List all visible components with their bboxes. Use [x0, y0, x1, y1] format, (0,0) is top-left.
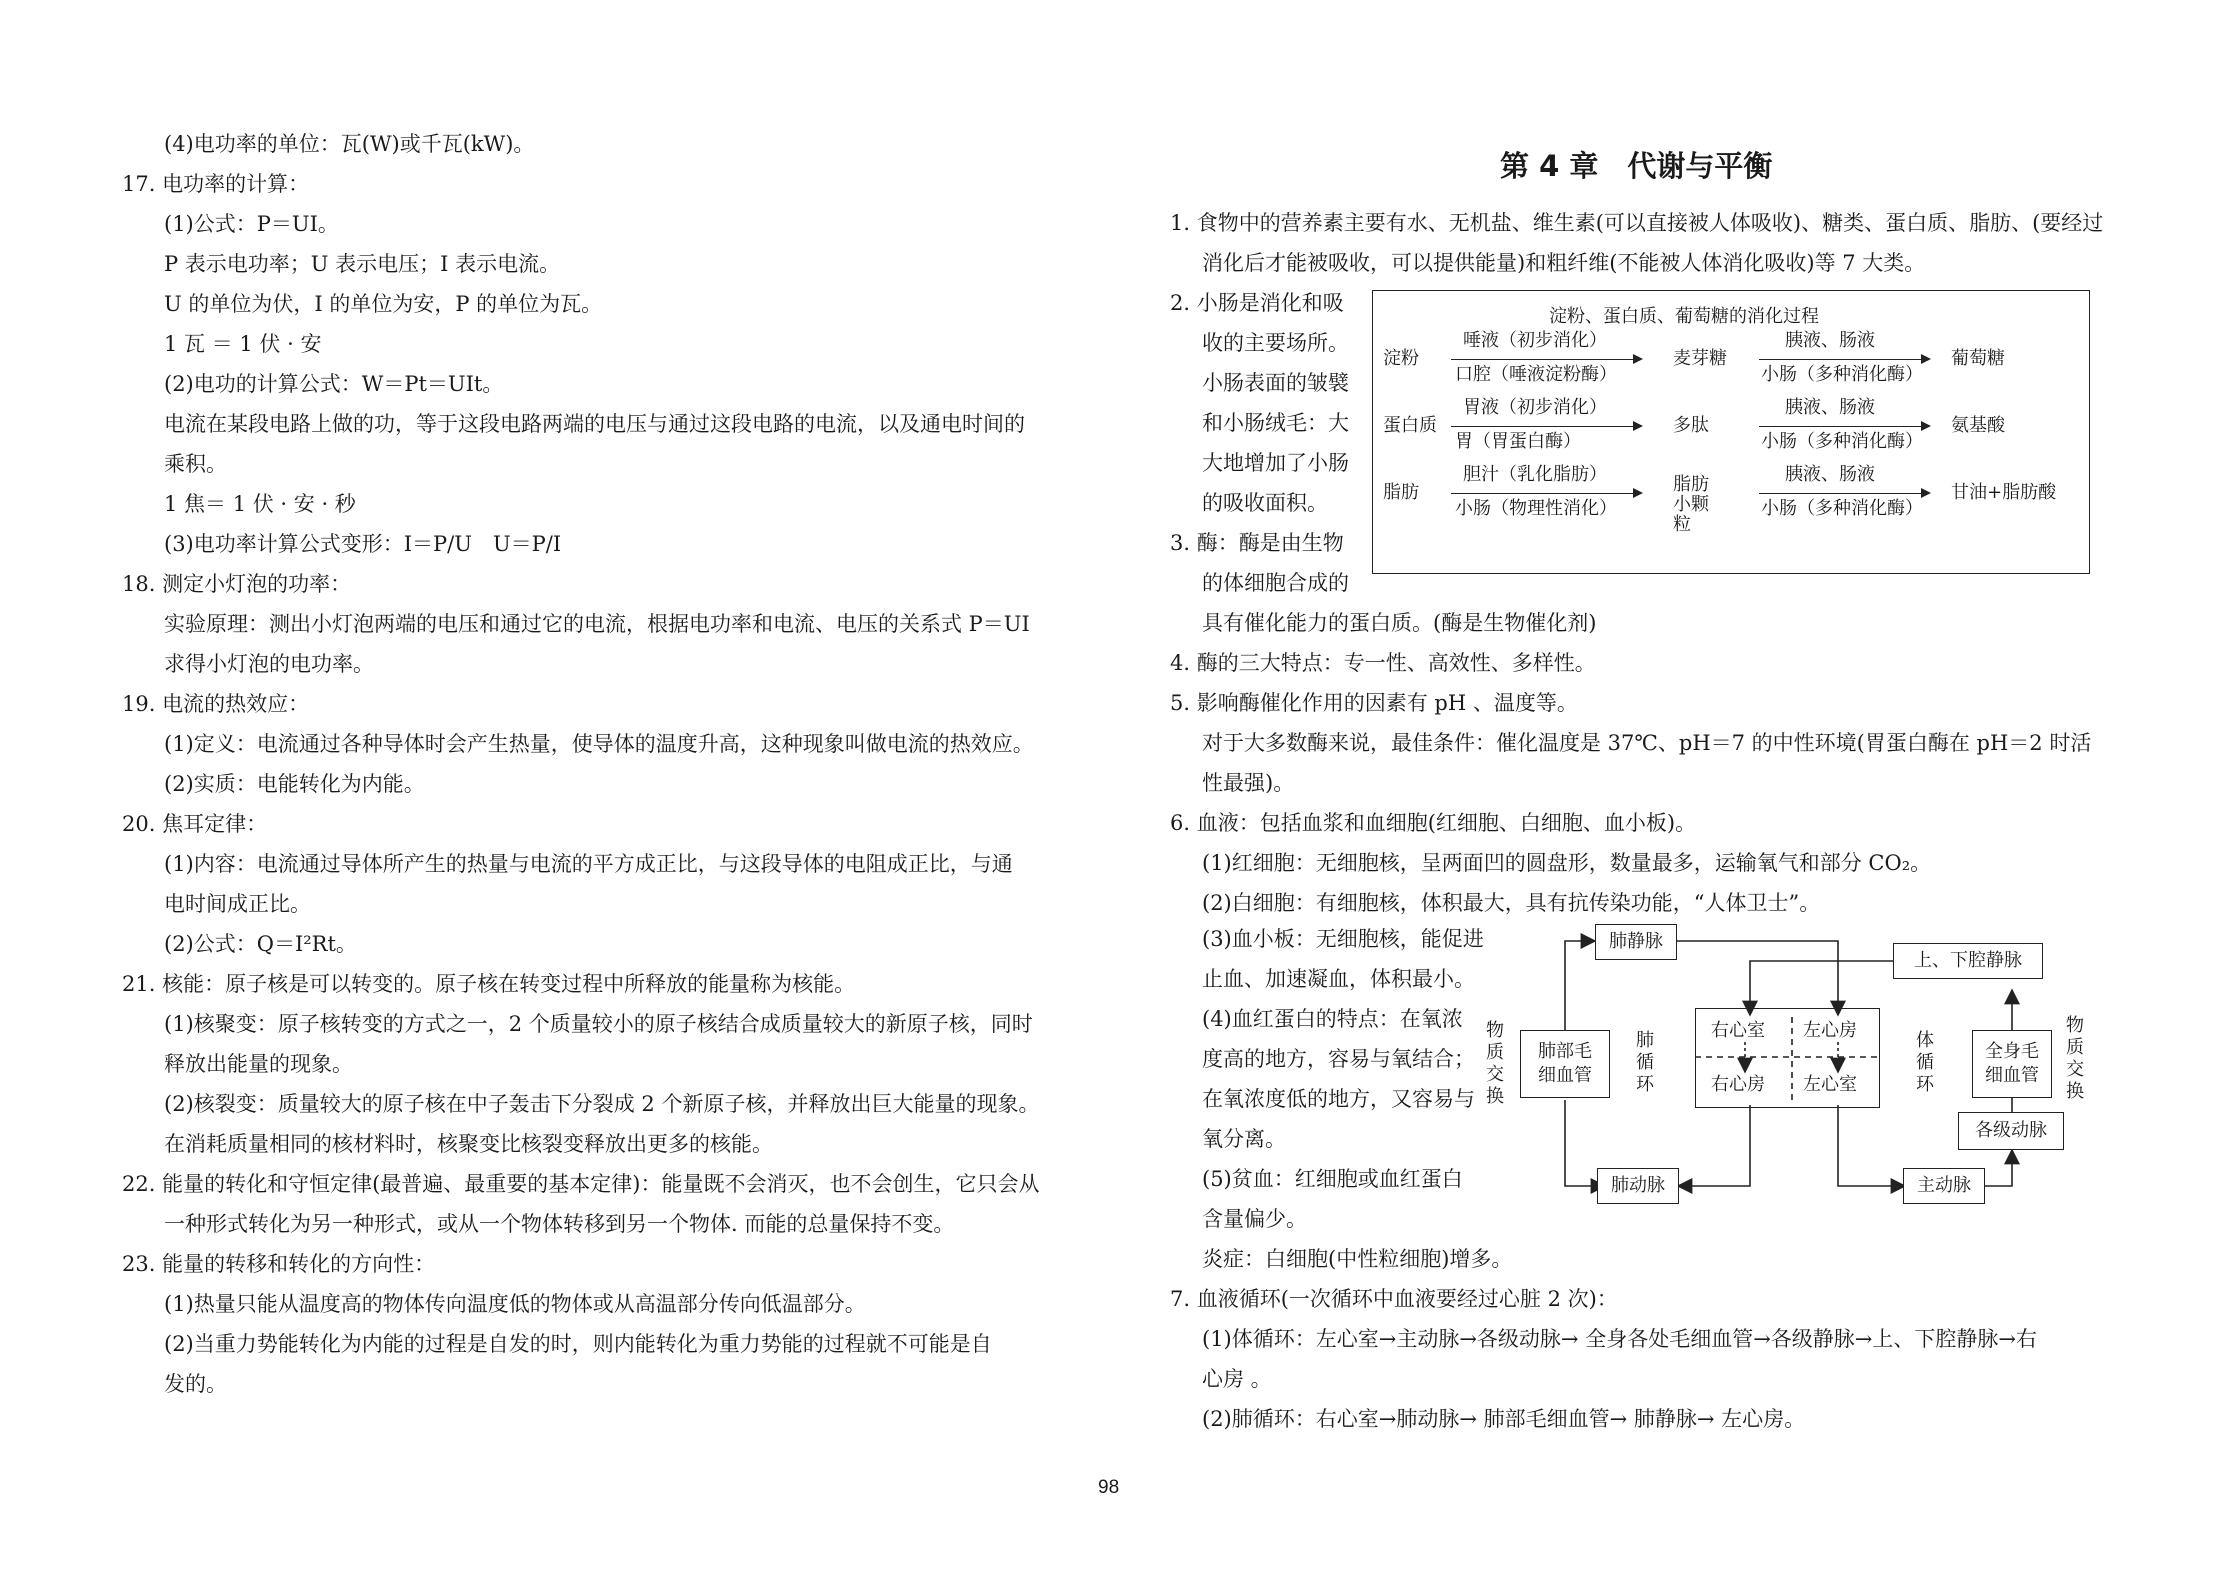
digestion-arrow2-bottom: 小肠（多种消化酶）: [1761, 364, 1923, 385]
right-text-line: 小肠表面的皱襞: [1202, 371, 1349, 395]
digestion-start: 蛋白质: [1383, 415, 1437, 436]
digestion-start: 淀粉: [1383, 348, 1419, 369]
left-text-line: (2)当重力势能转化为内能的过程是自发的时，则内能转化为重力势能的过程就不可能是自: [164, 1332, 992, 1356]
digestion-end: 葡萄糖: [1951, 348, 2005, 369]
right-text-line: 心房 。: [1202, 1367, 1272, 1391]
vena-cava-box: 上、下腔静脉: [1893, 943, 2043, 979]
digestion-arrow2-top: 胰液、肠液: [1785, 330, 1875, 351]
right-text-line: 收的主要场所。: [1202, 331, 1349, 355]
digestion-arrow1-bottom: 口腔（唾液淀粉酶）: [1455, 364, 1617, 385]
left-text-line: (1)内容：电流通过导体所产生的热量与电流的平方成正比，与这段导体的电阻成正比，与通: [164, 852, 1013, 876]
left-text-line: (1)定义：电流通过各种导体时会产生热量，使导体的温度升高，这种现象叫做电流的热效应。: [164, 732, 1034, 756]
digestion-arrow2-top: 胰液、肠液: [1785, 397, 1875, 418]
left-text-line: 17. 电功率的计算：: [122, 172, 310, 196]
left-text-line: P 表示电功率；U 表示电压；I 表示电流。: [164, 252, 561, 276]
left-text-line: 1 焦＝ 1 伏 · 安 · 秒: [164, 492, 356, 516]
pulmonary-circulation-label: 肺循环: [1636, 1030, 1654, 1095]
left-text-line: 21. 核能：原子核是可以转变的。原子核在转变过程中所释放的能量称为核能。: [122, 972, 856, 996]
left-text-line: 1 瓦 ＝ 1 伏 · 安: [164, 332, 322, 356]
left-text-line: 求得小灯泡的电功率。: [164, 652, 374, 676]
right-text-line: 6. 血液：包括血浆和血细胞(红细胞、白细胞、血小板)。: [1170, 811, 1697, 835]
left-text-line: 22. 能量的转化和守恒定律(最普遍、最重要的基本定律)：能量既不会消灭，也不会创生，它只会从: [122, 1172, 1040, 1196]
digestion-mid: 脂肪小颗粒: [1673, 474, 1709, 535]
body-capillary-box: 全身毛细血管: [1972, 1030, 2052, 1098]
chapter-title: 第 4 章 代谢与平衡: [1500, 149, 1773, 183]
arteries-box: 各级动脉: [1958, 1112, 2064, 1150]
digestion-title: 淀粉、蛋白质、葡萄糖的消化过程: [1549, 306, 1819, 327]
digestion-arrow1-bottom: 胃（胃蛋白酶）: [1455, 431, 1581, 452]
left-text-line: (2)实质：电能转化为内能。: [164, 772, 425, 796]
left-text-line: (1)核聚变：原子核转变的方式之一，2 个质量较小的原子核结合成质量较大的新原子核，同时: [164, 1012, 1033, 1036]
digestion-arrow2-top: 胰液、肠液: [1785, 464, 1875, 485]
left-text-line: U 的单位为伏，I 的单位为安，P 的单位为瓦。: [164, 292, 603, 316]
right-atrium-label: 右心房: [1711, 1074, 1765, 1095]
left-text-line: (4)电功率的单位：瓦(W)或千瓦(kW)。: [164, 132, 535, 156]
right-text-line: (1)体循环：左心室→主动脉→各级动脉→ 全身各处毛细血管→各级静脉→上、下腔静脉→右: [1202, 1327, 2037, 1351]
left-text-line: 在消耗质量相同的核材料时，核聚变比核裂变释放出更多的核能。: [164, 1132, 773, 1156]
left-text-line: (2)公式：Q＝I²Rt。: [164, 932, 357, 956]
left-text-line: 发的。: [164, 1372, 227, 1396]
left-ventricle-label: 左心室: [1803, 1074, 1857, 1095]
digestion-arrow1-top: 唾液（初步消化）: [1463, 330, 1607, 351]
left-atrium-label: 左心房: [1803, 1020, 1857, 1041]
left-text-line: 释放出能量的现象。: [164, 1052, 353, 1076]
left-text-line: (1)热量只能从温度高的物体传向温度低的物体或从高温部分传向低温部分。: [164, 1292, 866, 1316]
left-text-line: 电时间成正比。: [164, 892, 311, 916]
right-text-line: 大地增加了小肠: [1202, 451, 1349, 475]
right-text-line: 和小肠绒毛：大: [1202, 411, 1349, 435]
left-text-line: 乘积。: [164, 452, 227, 476]
right-text-line: 消化后才能被吸收，可以提供能量)和粗纤维(不能被人体消化吸收)等 7 大类。: [1202, 251, 1926, 275]
systemic-circulation-label: 体循环: [1916, 1030, 1934, 1095]
left-text-line: (3)电功率计算公式变形：I＝P/U U＝P/I: [164, 532, 562, 556]
right-text-line: 具有催化能力的蛋白质。(酶是生物催化剂): [1202, 611, 1597, 635]
right-text-line: 氧分离。: [1202, 1127, 1286, 1151]
page-number: 98: [1098, 1477, 1120, 1498]
right-text-line: 性最强)。: [1202, 771, 1295, 795]
pulmonary-vein-box: 肺静脉: [1595, 924, 1677, 960]
right-text-line: 含量偏少。: [1202, 1207, 1307, 1231]
right-text-line: 在氧浓度低的地方，又容易与: [1202, 1087, 1475, 1111]
digestion-mid: 多肽: [1673, 415, 1709, 436]
exchange-left-label: 物质交换: [1486, 1020, 1504, 1107]
aorta-box: 主动脉: [1903, 1168, 1985, 1204]
left-text-line: 20. 焦耳定律：: [122, 812, 268, 836]
digestion-arrow1-top: 胃液（初步消化）: [1463, 397, 1607, 418]
exchange-right-label: 物质交换: [2066, 1015, 2084, 1102]
right-text-line: 7. 血液循环(一次循环中血液要经过心脏 2 次)：: [1170, 1287, 1618, 1311]
right-text-line: 度高的地方，容易与氧结合；: [1202, 1047, 1475, 1071]
right-text-line: 炎症：白细胞(中性粒细胞)增多。: [1202, 1247, 1513, 1271]
left-text-line: 电流在某段电路上做的功，等于这段电路两端的电压与通过这段电路的电流，以及通电时间的: [164, 412, 1025, 436]
right-text-line: (2)肺循环：右心室→肺动脉→ 肺部毛细血管→ 肺静脉→ 左心房。: [1202, 1407, 1806, 1431]
right-text-line: (4)血红蛋白的特点：在氧浓: [1202, 1007, 1463, 1031]
right-ventricle-label: 右心室: [1711, 1020, 1765, 1041]
digestion-end: 甘油+脂肪酸: [1951, 482, 2057, 503]
left-text-line: (2)电功的计算公式：W＝Pt＝UIt。: [164, 372, 504, 396]
right-text-line: (2)白细胞：有细胞核，体积最大，具有抗传染功能，“人体卫士”。: [1202, 891, 1821, 915]
right-text-line: (3)血小板：无细胞核，能促进: [1202, 927, 1484, 951]
right-text-line: (5)贫血：红细胞或血红蛋白: [1202, 1167, 1463, 1191]
right-text-line: 3. 酶：酶是由生物: [1170, 531, 1344, 555]
left-text-line: 18. 测定小灯泡的功率：: [122, 572, 352, 596]
digestion-arrow2-bottom: 小肠（多种消化酶）: [1761, 431, 1923, 452]
right-text-line: 止血、加速凝血，体积最小。: [1202, 967, 1475, 991]
digestion-start: 脂肪: [1383, 482, 1419, 503]
left-text-line: (2)核裂变：质量较大的原子核在中子轰击下分裂成 2 个新原子核，并释放出巨大能量的现象。: [164, 1092, 1040, 1116]
right-text-line: 4. 酶的三大特点：专一性、高效性、多样性。: [1170, 651, 1596, 675]
right-text-line: 1. 食物中的营养素主要有水、无机盐、维生素(可以直接被人体吸收)、糖类、蛋白质、脂肪、(要经过: [1170, 211, 2104, 235]
digestion-arrow2-bottom: 小肠（多种消化酶）: [1761, 498, 1923, 519]
right-text-line: 2. 小肠是消化和吸: [1170, 291, 1344, 315]
left-text-line: (1)公式：P＝UI。: [164, 212, 339, 236]
left-text-line: 23. 能量的转移和转化的方向性：: [122, 1252, 436, 1276]
digestion-arrow1-bottom: 小肠（物理性消化）: [1455, 498, 1617, 519]
right-text-line: 的吸收面积。: [1202, 491, 1328, 515]
lung-capillary-box: 肺部毛细血管: [1520, 1030, 1610, 1098]
right-text-line: (1)红细胞：无细胞核，呈两面凹的圆盘形，数量最多，运输氧气和部分 CO₂。: [1202, 851, 1932, 875]
digestion-mid: 麦芽糖: [1673, 348, 1727, 369]
left-text-line: 一种形式转化为另一种形式，或从一个物体转移到另一个物体. 而能的总量保持不变。: [164, 1212, 955, 1236]
right-text-line: 5. 影响酶催化作用的因素有 pH 、温度等。: [1170, 691, 1578, 715]
left-text-line: 19. 电流的热效应：: [122, 692, 310, 716]
digestion-arrow1-top: 胆汁（乳化脂肪）: [1463, 464, 1607, 485]
left-text-line: 实验原理：测出小灯泡两端的电压和通过它的电流，根据电功率和电流、电压的关系式 P＝UI: [164, 612, 1030, 636]
pulmonary-artery-box: 肺动脉: [1597, 1168, 1679, 1204]
right-text-line: 对于大多数酶来说，最佳条件：催化温度是 37℃、pH＝7 的中性环境(胃蛋白酶在 pH＝2 时活: [1202, 731, 2092, 755]
digestion-end: 氨基酸: [1951, 415, 2005, 436]
right-text-line: 的体细胞合成的: [1202, 571, 1349, 595]
